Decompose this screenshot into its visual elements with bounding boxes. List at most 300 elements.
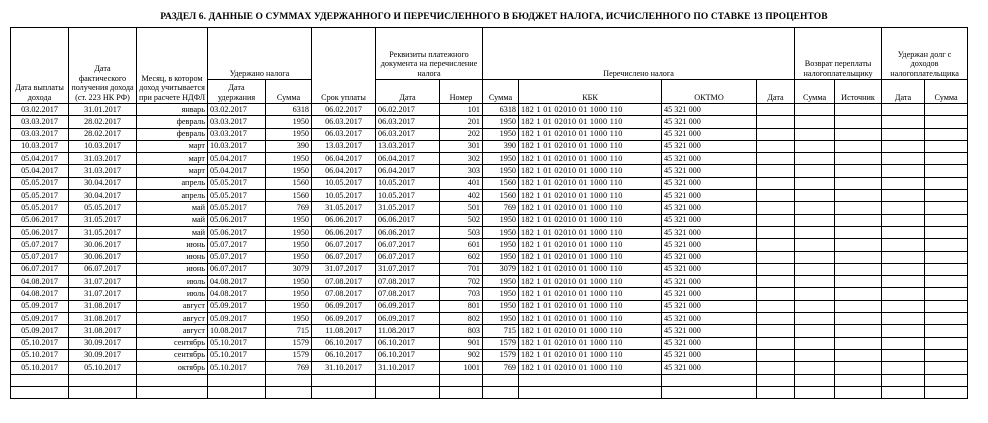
table-row [11, 386, 968, 398]
cell-withheld-date: 05.07.2017 [208, 251, 266, 263]
cell-empty [835, 263, 882, 275]
cell-tr-sum: 769 [483, 362, 519, 374]
cell-withheld-date: 03.03.2017 [208, 128, 266, 140]
cell-due-date: 06.07.2017 [312, 251, 376, 263]
cell-month: июнь [137, 239, 208, 251]
cell-empty [835, 325, 882, 337]
table-row [11, 313, 968, 325]
cell-empty [795, 104, 835, 116]
cell-withheld-date: 10.08.2017 [208, 325, 266, 337]
col-oktmo: ОКТМО [662, 80, 757, 104]
cell-oktmo: 45 321 000 [662, 263, 757, 275]
cell-empty [795, 325, 835, 337]
cell-tr-sum: 1950 [483, 251, 519, 263]
table-row [11, 349, 968, 361]
cell-doc-date: 06.04.2017 [376, 153, 440, 165]
cell-empty [925, 251, 968, 263]
cell-tr-sum: 1950 [483, 153, 519, 165]
cell-empty [757, 165, 795, 177]
cell-withheld-sum: 769 [266, 202, 312, 214]
cell-month: март [137, 140, 208, 152]
cell-doc-date: 31.07.2017 [376, 263, 440, 275]
cell-doc-date: 06.10.2017 [376, 349, 440, 361]
cell-due-date: 06.06.2017 [312, 214, 376, 226]
table-row [11, 226, 968, 238]
cell-oktmo: 45 321 000 [662, 116, 757, 128]
cell-oktmo: 45 321 000 [662, 313, 757, 325]
cell-empty [519, 374, 662, 386]
cell-empty [757, 325, 795, 337]
cell-empty [835, 202, 882, 214]
cell-empty [795, 140, 835, 152]
cell-empty [757, 239, 795, 251]
col-payment-doc: Реквизиты платежного документа на перечисление налога [376, 28, 483, 80]
cell-empty [882, 190, 925, 202]
cell-oktmo: 45 321 000 [662, 288, 757, 300]
col-withheld-sum: Сумма [266, 80, 312, 104]
cell-empty [11, 386, 69, 398]
cell-empty [795, 300, 835, 312]
cell-withheld-date: 05.07.2017 [208, 239, 266, 251]
cell-month: март [137, 153, 208, 165]
table-row [11, 239, 968, 251]
table-row [11, 263, 968, 275]
header-row-1 [11, 28, 968, 56]
cell-kbk: 182 1 01 02010 01 1000 110 [519, 153, 662, 165]
cell-actual-date: 31.07.2017 [69, 288, 137, 300]
cell-empty [483, 386, 519, 398]
cell-tr-sum: 6318 [483, 104, 519, 116]
cell-pay-date: 05.06.2017 [11, 214, 69, 226]
col-due-date: Срок уплаты [312, 28, 376, 104]
cell-empty [440, 386, 483, 398]
cell-empty [925, 325, 968, 337]
cell-oktmo: 45 321 000 [662, 128, 757, 140]
col-doc-number: Номер [440, 80, 483, 104]
cell-empty [757, 214, 795, 226]
cell-oktmo: 45 321 000 [662, 190, 757, 202]
cell-empty [795, 362, 835, 374]
cell-withheld-date: 05.10.2017 [208, 349, 266, 361]
cell-pay-date: 05.05.2017 [11, 177, 69, 189]
cell-kbk: 182 1 01 02010 01 1000 110 [519, 313, 662, 325]
cell-kbk: 182 1 01 02010 01 1000 110 [519, 190, 662, 202]
cell-kbk: 182 1 01 02010 01 1000 110 [519, 165, 662, 177]
cell-actual-date: 10.03.2017 [69, 140, 137, 152]
cell-empty [757, 386, 795, 398]
cell-kbk: 182 1 01 02010 01 1000 110 [519, 202, 662, 214]
cell-tr-sum: 715 [483, 325, 519, 337]
cell-withheld-sum: 6318 [266, 104, 312, 116]
cell-oktmo: 45 321 000 [662, 239, 757, 251]
cell-month: август [137, 325, 208, 337]
cell-month: июнь [137, 263, 208, 275]
cell-withheld-sum: 1560 [266, 190, 312, 202]
cell-kbk: 182 1 01 02010 01 1000 110 [519, 251, 662, 263]
cell-doc-number: 802 [440, 313, 483, 325]
cell-actual-date: 31.08.2017 [69, 325, 137, 337]
cell-empty [757, 140, 795, 152]
cell-pay-date: 05.10.2017 [11, 337, 69, 349]
cell-kbk: 182 1 01 02010 01 1000 110 [519, 140, 662, 152]
cell-withheld-sum: 1560 [266, 177, 312, 189]
cell-kbk: 182 1 01 02010 01 1000 110 [519, 128, 662, 140]
cell-empty [795, 313, 835, 325]
cell-empty [376, 386, 440, 398]
cell-kbk: 182 1 01 02010 01 1000 110 [519, 226, 662, 238]
cell-empty [795, 177, 835, 189]
cell-empty [882, 140, 925, 152]
table-row [11, 116, 968, 128]
cell-empty [835, 239, 882, 251]
cell-withheld-sum: 1950 [266, 116, 312, 128]
cell-doc-number: 202 [440, 128, 483, 140]
cell-empty [882, 263, 925, 275]
cell-due-date: 06.02.2017 [312, 104, 376, 116]
cell-pay-date: 05.06.2017 [11, 226, 69, 238]
cell-due-date: 06.04.2017 [312, 165, 376, 177]
cell-withheld-date: 05.05.2017 [208, 202, 266, 214]
table-row [11, 251, 968, 263]
cell-empty [757, 153, 795, 165]
table-row [11, 374, 968, 386]
cell-oktmo: 45 321 000 [662, 104, 757, 116]
cell-kbk: 182 1 01 02010 01 1000 110 [519, 177, 662, 189]
cell-empty [757, 337, 795, 349]
cell-pay-date: 05.07.2017 [11, 251, 69, 263]
cell-empty [882, 165, 925, 177]
cell-doc-number: 201 [440, 116, 483, 128]
cell-empty [757, 300, 795, 312]
cell-month: июль [137, 276, 208, 288]
cell-actual-date: 31.07.2017 [69, 276, 137, 288]
cell-due-date: 06.10.2017 [312, 349, 376, 361]
cell-empty [835, 276, 882, 288]
cell-actual-date: 30.04.2017 [69, 177, 137, 189]
table-row [11, 300, 968, 312]
cell-due-date: 06.10.2017 [312, 337, 376, 349]
cell-due-date: 10.05.2017 [312, 177, 376, 189]
col-refund-source: Источник [835, 80, 882, 104]
cell-oktmo: 45 321 000 [662, 349, 757, 361]
table-row [11, 140, 968, 152]
cell-month: февраль [137, 116, 208, 128]
cell-withheld-date: 05.05.2017 [208, 190, 266, 202]
cell-empty [925, 374, 968, 386]
cell-due-date: 06.06.2017 [312, 226, 376, 238]
cell-empty [757, 202, 795, 214]
cell-empty [835, 128, 882, 140]
cell-kbk: 182 1 01 02010 01 1000 110 [519, 116, 662, 128]
cell-withheld-date: 05.10.2017 [208, 362, 266, 374]
cell-tr-sum: 390 [483, 140, 519, 152]
cell-empty [795, 288, 835, 300]
cell-empty [137, 386, 208, 398]
cell-pay-date: 05.05.2017 [11, 202, 69, 214]
cell-withheld-sum: 1950 [266, 214, 312, 226]
cell-oktmo: 45 321 000 [662, 251, 757, 263]
cell-empty [925, 337, 968, 349]
cell-doc-date: 06.07.2017 [376, 251, 440, 263]
cell-due-date: 06.09.2017 [312, 313, 376, 325]
cell-doc-date: 06.03.2017 [376, 116, 440, 128]
cell-doc-date: 06.04.2017 [376, 165, 440, 177]
cell-withheld-sum: 1950 [266, 153, 312, 165]
cell-doc-date: 11.08.2017 [376, 325, 440, 337]
cell-empty [757, 349, 795, 361]
cell-doc-number: 901 [440, 337, 483, 349]
cell-withheld-sum: 390 [266, 140, 312, 152]
cell-withheld-sum: 1950 [266, 239, 312, 251]
cell-empty [835, 177, 882, 189]
cell-empty [835, 165, 882, 177]
cell-oktmo: 45 321 000 [662, 177, 757, 189]
cell-empty [925, 104, 968, 116]
cell-kbk: 182 1 01 02010 01 1000 110 [519, 362, 662, 374]
cell-doc-number: 801 [440, 300, 483, 312]
cell-kbk: 182 1 01 02010 01 1000 110 [519, 263, 662, 275]
cell-empty [882, 276, 925, 288]
cell-empty [925, 263, 968, 275]
cell-doc-number: 101 [440, 104, 483, 116]
cell-withheld-sum: 1950 [266, 251, 312, 263]
cell-empty [882, 300, 925, 312]
cell-withheld-sum: 1950 [266, 276, 312, 288]
cell-empty [835, 226, 882, 238]
cell-empty [882, 214, 925, 226]
cell-empty [925, 128, 968, 140]
cell-withheld-sum: 1950 [266, 288, 312, 300]
cell-empty [925, 300, 968, 312]
cell-doc-date: 06.06.2017 [376, 226, 440, 238]
cell-empty [882, 386, 925, 398]
cell-withheld-date: 05.09.2017 [208, 300, 266, 312]
cell-withheld-sum: 715 [266, 325, 312, 337]
cell-kbk: 182 1 01 02010 01 1000 110 [519, 239, 662, 251]
cell-empty [757, 190, 795, 202]
cell-withheld-sum: 3079 [266, 263, 312, 275]
cell-kbk: 182 1 01 02010 01 1000 110 [519, 288, 662, 300]
cell-month: февраль [137, 128, 208, 140]
cell-empty [882, 349, 925, 361]
cell-kbk: 182 1 01 02010 01 1000 110 [519, 276, 662, 288]
cell-empty [795, 349, 835, 361]
cell-empty [757, 276, 795, 288]
cell-tr-sum: 1560 [483, 190, 519, 202]
table-row [11, 325, 968, 337]
col-withheld: Удержано налога [208, 28, 312, 80]
cell-kbk: 182 1 01 02010 01 1000 110 [519, 104, 662, 116]
cell-withheld-date: 05.06.2017 [208, 214, 266, 226]
cell-doc-date: 13.03.2017 [376, 140, 440, 152]
col-refund: Возврат переплаты налогоплательщику [795, 28, 882, 80]
cell-empty [757, 104, 795, 116]
cell-empty [835, 214, 882, 226]
cell-empty [757, 288, 795, 300]
cell-empty [69, 386, 137, 398]
cell-empty [795, 153, 835, 165]
cell-actual-date: 30.06.2017 [69, 251, 137, 263]
cell-withheld-sum: 1950 [266, 300, 312, 312]
cell-withheld-date: 05.10.2017 [208, 337, 266, 349]
cell-empty [795, 251, 835, 263]
cell-empty [925, 313, 968, 325]
cell-empty [925, 214, 968, 226]
cell-empty [757, 177, 795, 189]
cell-empty [662, 386, 757, 398]
cell-empty [835, 104, 882, 116]
cell-empty [925, 116, 968, 128]
cell-doc-number: 702 [440, 276, 483, 288]
cell-withheld-sum: 1579 [266, 349, 312, 361]
cell-doc-date: 31.10.2017 [376, 362, 440, 374]
col-pay-date: Дата выплаты дохода [11, 28, 69, 104]
cell-empty [835, 374, 882, 386]
cell-tr-sum: 769 [483, 202, 519, 214]
cell-actual-date: 06.07.2017 [69, 263, 137, 275]
cell-pay-date: 05.09.2017 [11, 300, 69, 312]
cell-empty [11, 374, 69, 386]
cell-actual-date: 31.08.2017 [69, 313, 137, 325]
cell-empty [795, 214, 835, 226]
cell-doc-date: 06.02.2017 [376, 104, 440, 116]
cell-pay-date: 05.07.2017 [11, 239, 69, 251]
cell-month: апрель [137, 190, 208, 202]
cell-empty [757, 263, 795, 275]
cell-withheld-date: 03.02.2017 [208, 104, 266, 116]
cell-doc-number: 601 [440, 239, 483, 251]
cell-due-date: 06.07.2017 [312, 239, 376, 251]
cell-due-date: 31.05.2017 [312, 202, 376, 214]
cell-empty [795, 116, 835, 128]
cell-empty [69, 374, 137, 386]
cell-withheld-date: 05.06.2017 [208, 226, 266, 238]
cell-empty [208, 386, 266, 398]
cell-tr-sum: 1560 [483, 177, 519, 189]
cell-kbk: 182 1 01 02010 01 1000 110 [519, 349, 662, 361]
cell-oktmo: 45 321 000 [662, 165, 757, 177]
cell-month: июнь [137, 251, 208, 263]
cell-empty [662, 374, 757, 386]
col-debt: Удержан долг с доходов налогоплательщика [882, 28, 968, 80]
cell-withheld-sum: 1579 [266, 337, 312, 349]
cell-empty [795, 337, 835, 349]
cell-month: август [137, 300, 208, 312]
cell-empty [376, 374, 440, 386]
cell-withheld-date: 05.04.2017 [208, 153, 266, 165]
cell-doc-date: 06.09.2017 [376, 313, 440, 325]
cell-month: октябрь [137, 362, 208, 374]
cell-empty [925, 202, 968, 214]
cell-withheld-date: 03.03.2017 [208, 116, 266, 128]
table-row [11, 177, 968, 189]
cell-withheld-date: 06.07.2017 [208, 263, 266, 275]
cell-actual-date: 05.05.2017 [69, 202, 137, 214]
cell-empty [882, 128, 925, 140]
cell-doc-number: 602 [440, 251, 483, 263]
cell-actual-date: 28.02.2017 [69, 116, 137, 128]
cell-empty [757, 128, 795, 140]
cell-due-date: 07.08.2017 [312, 276, 376, 288]
cell-due-date: 11.08.2017 [312, 325, 376, 337]
cell-due-date: 06.03.2017 [312, 116, 376, 128]
col-kbk: КБК [519, 80, 662, 104]
cell-withheld-date: 05.04.2017 [208, 165, 266, 177]
table-row [11, 165, 968, 177]
cell-empty [882, 325, 925, 337]
table-body [11, 104, 968, 399]
cell-empty [835, 349, 882, 361]
cell-empty [882, 177, 925, 189]
cell-due-date: 07.08.2017 [312, 288, 376, 300]
cell-actual-date: 31.03.2017 [69, 165, 137, 177]
cell-actual-date: 30.09.2017 [69, 337, 137, 349]
cell-empty [882, 226, 925, 238]
cell-doc-date: 06.09.2017 [376, 300, 440, 312]
table-row [11, 337, 968, 349]
cell-empty [835, 386, 882, 398]
table-row [11, 128, 968, 140]
cell-tr-sum: 1950 [483, 165, 519, 177]
cell-doc-number: 401 [440, 177, 483, 189]
cell-month: июль [137, 288, 208, 300]
cell-empty [835, 153, 882, 165]
cell-pay-date: 05.09.2017 [11, 325, 69, 337]
cell-doc-date: 06.06.2017 [376, 214, 440, 226]
cell-tr-sum: 1579 [483, 349, 519, 361]
cell-empty [208, 374, 266, 386]
cell-month: апрель [137, 177, 208, 189]
cell-empty [266, 374, 312, 386]
cell-doc-number: 303 [440, 165, 483, 177]
cell-withheld-date: 04.08.2017 [208, 276, 266, 288]
cell-empty [925, 153, 968, 165]
cell-due-date: 31.10.2017 [312, 362, 376, 374]
table-row [11, 214, 968, 226]
col-actual-date: Дата фактического получения дохода (ст. 223 НК РФ) [69, 28, 137, 104]
cell-oktmo: 45 321 000 [662, 202, 757, 214]
cell-empty [882, 153, 925, 165]
cell-empty [835, 288, 882, 300]
cell-empty [882, 374, 925, 386]
cell-tr-sum: 1950 [483, 276, 519, 288]
cell-oktmo: 45 321 000 [662, 226, 757, 238]
cell-tr-sum: 3079 [483, 263, 519, 275]
col-debt-date: Дата [882, 80, 925, 104]
cell-empty [795, 202, 835, 214]
table-row [11, 104, 968, 116]
table-row [11, 190, 968, 202]
cell-doc-date: 07.08.2017 [376, 288, 440, 300]
table-row [11, 288, 968, 300]
cell-withheld-date: 04.08.2017 [208, 288, 266, 300]
cell-empty [835, 337, 882, 349]
cell-tr-sum: 1950 [483, 313, 519, 325]
cell-withheld-date: 10.03.2017 [208, 140, 266, 152]
cell-month: сентябрь [137, 337, 208, 349]
cell-kbk: 182 1 01 02010 01 1000 110 [519, 214, 662, 226]
cell-withheld-date: 05.09.2017 [208, 313, 266, 325]
cell-tr-sum: 1950 [483, 226, 519, 238]
cell-empty [795, 239, 835, 251]
cell-doc-number: 501 [440, 202, 483, 214]
cell-oktmo: 45 321 000 [662, 140, 757, 152]
cell-empty [882, 202, 925, 214]
cell-actual-date: 31.05.2017 [69, 226, 137, 238]
cell-pay-date: 10.03.2017 [11, 140, 69, 152]
cell-actual-date: 28.02.2017 [69, 128, 137, 140]
cell-doc-number: 703 [440, 288, 483, 300]
